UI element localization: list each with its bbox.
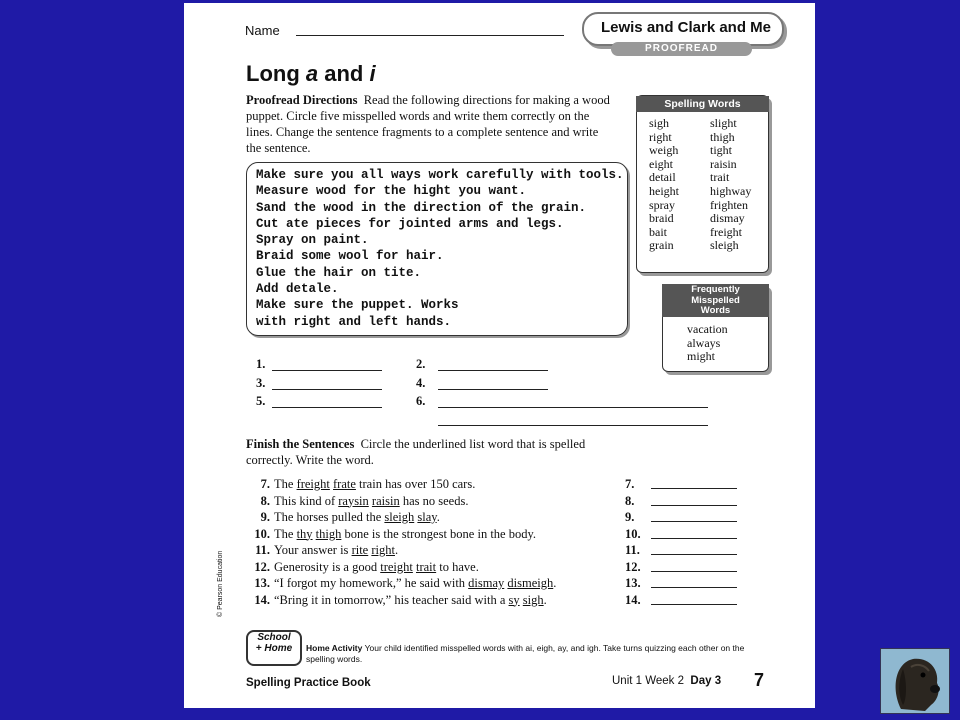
answer-number: 5.: [256, 394, 266, 408]
word-choice[interactable]: frate: [333, 477, 356, 491]
fm-word: always: [687, 335, 721, 350]
answer-list-2: [625, 476, 725, 608]
spelling-word: grain: [649, 238, 674, 253]
passage-line: Measure wood for the hight you want.: [256, 184, 527, 199]
spelling-word: weigh: [649, 143, 679, 158]
spelling-word: right: [649, 129, 672, 144]
passage-line: Make sure the puppet. Works: [256, 298, 459, 313]
word-choice[interactable]: sigh: [522, 592, 544, 607]
answer-line[interactable]: [651, 571, 737, 572]
finish-text: Circle the underlined list word that is spelled correctly. Write the word.: [246, 437, 586, 467]
sentence-text: .: [553, 576, 557, 590]
spelling-words-heading: Spelling Words: [636, 96, 769, 112]
page-number: 7: [754, 670, 765, 690]
spelling-word: highway: [710, 183, 752, 198]
answer-number: 8.: [625, 493, 635, 508]
word-choice[interactable]: rite: [351, 543, 369, 557]
answer-line-4[interactable]: [438, 389, 548, 390]
sentence-number: 9.: [260, 510, 270, 524]
word-choice[interactable]: freight: [296, 477, 330, 491]
word-choice[interactable]: raisin: [371, 493, 400, 508]
directions-heading: Proofread Directions: [246, 93, 358, 107]
answer-line-2[interactable]: [438, 370, 548, 371]
spelling-word: spray: [649, 197, 675, 212]
word-choice[interactable]: sy: [508, 592, 520, 607]
name-line: [296, 35, 564, 36]
answer-row: [625, 476, 725, 493]
word-choice[interactable]: trait: [416, 559, 437, 574]
fm-heading-line: Frequently: [691, 284, 740, 295]
footer-day: Day 3: [690, 675, 722, 687]
answer-line-1[interactable]: [272, 370, 382, 371]
spelling-word: detail: [649, 170, 676, 185]
sentence-row: [248, 592, 556, 609]
fm-word: might: [687, 349, 716, 364]
fm-heading-line: Words: [700, 305, 731, 316]
sentence-row: [248, 526, 556, 543]
spelling-word: trait: [710, 170, 730, 185]
sentence-text: “I forgot my homework,” he said with: [274, 576, 469, 590]
word-choice[interactable]: raysin: [338, 493, 369, 508]
dog-photo-thumbnail: [880, 648, 950, 714]
sentence-text: The: [274, 526, 297, 541]
sentence-text: This kind of: [274, 493, 339, 508]
answer-number: 3.: [256, 376, 266, 390]
answer-line[interactable]: [651, 538, 737, 539]
answer-number: 14.: [625, 592, 641, 607]
sentence-row: [248, 575, 556, 592]
copyright: © Pearson Education: [217, 550, 224, 617]
sentence-text: .: [436, 510, 440, 524]
word-choice[interactable]: treight: [380, 559, 413, 574]
spelling-word: raisin: [710, 156, 737, 171]
logo-line: + Home: [255, 643, 293, 654]
answer-number: 13.: [625, 576, 641, 590]
page-title: Long a and i: [246, 61, 376, 86]
spelling-word: frighten: [710, 197, 748, 212]
answer-line[interactable]: [651, 488, 737, 489]
answer-number: 1.: [256, 357, 266, 371]
answer-row: [625, 493, 725, 510]
worksheet-page: [184, 3, 815, 708]
word-choice[interactable]: sleigh: [384, 510, 415, 524]
finish-heading: Finish the Sentences: [246, 437, 355, 451]
answer-number: 11.: [625, 543, 640, 557]
answer-line[interactable]: [651, 587, 737, 588]
sentence-row: [248, 559, 556, 576]
answer-number: 10.: [625, 526, 641, 541]
dog-icon: [881, 649, 949, 713]
answer-number: 4.: [416, 376, 426, 390]
sentence-row: [248, 476, 556, 493]
passage-line: with right and left hands.: [256, 314, 452, 329]
sentence-number: 14.: [254, 592, 270, 607]
sentence-number: 10.: [254, 526, 270, 541]
sentence-number: 11.: [255, 543, 270, 557]
banner-title: Lewis and Clark and Me: [600, 19, 772, 36]
spelling-word: slight: [710, 116, 737, 130]
spelling-word: height: [649, 183, 679, 198]
spelling-word: sigh: [649, 116, 670, 130]
school-home-logo: [246, 630, 302, 666]
passage-line: Braid some wool for hair.: [256, 249, 444, 264]
word-choice[interactable]: slay: [417, 510, 437, 524]
spelling-word: thigh: [710, 129, 735, 144]
answer-row: [625, 575, 725, 592]
footer-book: Spelling Practice Book: [246, 677, 371, 689]
word-choice[interactable]: dismeigh: [507, 576, 554, 590]
sentence-number: 8.: [260, 493, 270, 508]
sentence-number: 12.: [254, 559, 270, 574]
spelling-word: braid: [649, 211, 674, 226]
word-choice[interactable]: thy: [296, 526, 313, 541]
sentence-text: .: [543, 592, 547, 607]
answer-number: 9.: [625, 510, 635, 524]
passage-line: Sand the wood in the direction of the grain.: [256, 200, 587, 215]
spelling-word: dismay: [710, 211, 745, 226]
finish-directions: [246, 436, 616, 468]
sentence-text: train has over 150 cars.: [355, 477, 476, 491]
sentence-text: has no seeds.: [399, 493, 469, 508]
answer-line-6b[interactable]: [438, 425, 708, 426]
spelling-word: sleigh: [710, 238, 739, 253]
spelling-word: freight: [710, 224, 742, 239]
footer-unit: [612, 675, 721, 687]
directions-text: Read the following directions for making a wood puppet. Circle five misspelled words and write them correctly on the lines. Change the sentence fragments to a complete sentence and write the sentence.: [246, 93, 610, 155]
sentence-text: The horses pulled the: [274, 510, 385, 524]
passage-line: Make sure you all ways work carefully with tools.: [256, 168, 624, 182]
answer-line-3[interactable]: [272, 389, 382, 390]
fm-heading-line: Misspelled: [691, 294, 740, 306]
spelling-word: tight: [710, 143, 733, 158]
spelling-word: bait: [649, 224, 667, 239]
answer-number: 7.: [625, 477, 635, 491]
sentence-row: [248, 493, 556, 510]
proofread-directions: [246, 92, 616, 156]
answer-row: [625, 526, 725, 543]
frequently-misspelled-heading: [662, 284, 769, 317]
answer-line-5[interactable]: [272, 407, 382, 408]
answer-line[interactable]: [651, 505, 737, 506]
passage-text: [256, 167, 624, 330]
word-choice[interactable]: dismay: [468, 576, 505, 590]
sentence-text: bone is the strongest bone in the body.: [341, 526, 537, 541]
sentence-text: “Bring it in tomorrow,” his teacher said with a: [274, 592, 509, 607]
sentence-text: The: [274, 477, 297, 491]
sentence-number: 7.: [260, 477, 270, 491]
logo-line: School: [257, 632, 291, 643]
passage-line: Spray on paint.: [256, 233, 369, 248]
spelling-words-col-1: [649, 117, 679, 253]
sentence-list: [248, 476, 556, 608]
sentence-text: .: [394, 543, 399, 557]
frequently-misspelled-words: [687, 323, 728, 364]
answer-number: 12.: [625, 559, 641, 574]
home-activity-heading: Home Activity: [306, 643, 363, 653]
answer-row: [625, 542, 725, 559]
sentence-row: [248, 509, 556, 526]
answer-line[interactable]: [651, 521, 737, 522]
spelling-word: eight: [649, 156, 673, 171]
name-label: Name: [245, 23, 280, 38]
word-choice[interactable]: right: [371, 543, 395, 557]
sentence-number: 13.: [254, 576, 270, 590]
answer-line[interactable]: [651, 554, 737, 555]
footer-unit-text: Unit 1 Week 2: [612, 675, 685, 687]
sentence-text: Generosity is a good: [274, 559, 381, 574]
sentence-text: to have.: [436, 559, 479, 574]
answer-row: [625, 559, 725, 576]
answer-line[interactable]: [651, 604, 737, 605]
passage-line: Add detale.: [256, 282, 339, 297]
spelling-words-col-2: [710, 117, 751, 253]
answer-row: [625, 592, 725, 609]
home-activity: [306, 643, 746, 665]
sentence-text: Your answer is: [274, 543, 352, 557]
sentence-row: [248, 542, 556, 559]
answer-number: 2.: [416, 357, 426, 371]
answer-line-6a[interactable]: [438, 407, 708, 408]
fm-word: vacation: [687, 322, 728, 336]
answer-number: 6.: [416, 394, 426, 408]
banner-sub: PROOFREAD: [611, 42, 752, 56]
passage-line: Glue the hair on tite.: [256, 265, 422, 280]
home-activity-text: Your child identified misspelled words with ai, eigh, ay, and igh. Take turns quizzing each other on the spelling words.: [306, 643, 745, 664]
word-choice[interactable]: thigh: [315, 526, 342, 541]
passage-line: Cut ate pieces for jointed arms and legs.: [256, 216, 564, 231]
answer-row: [625, 509, 725, 526]
